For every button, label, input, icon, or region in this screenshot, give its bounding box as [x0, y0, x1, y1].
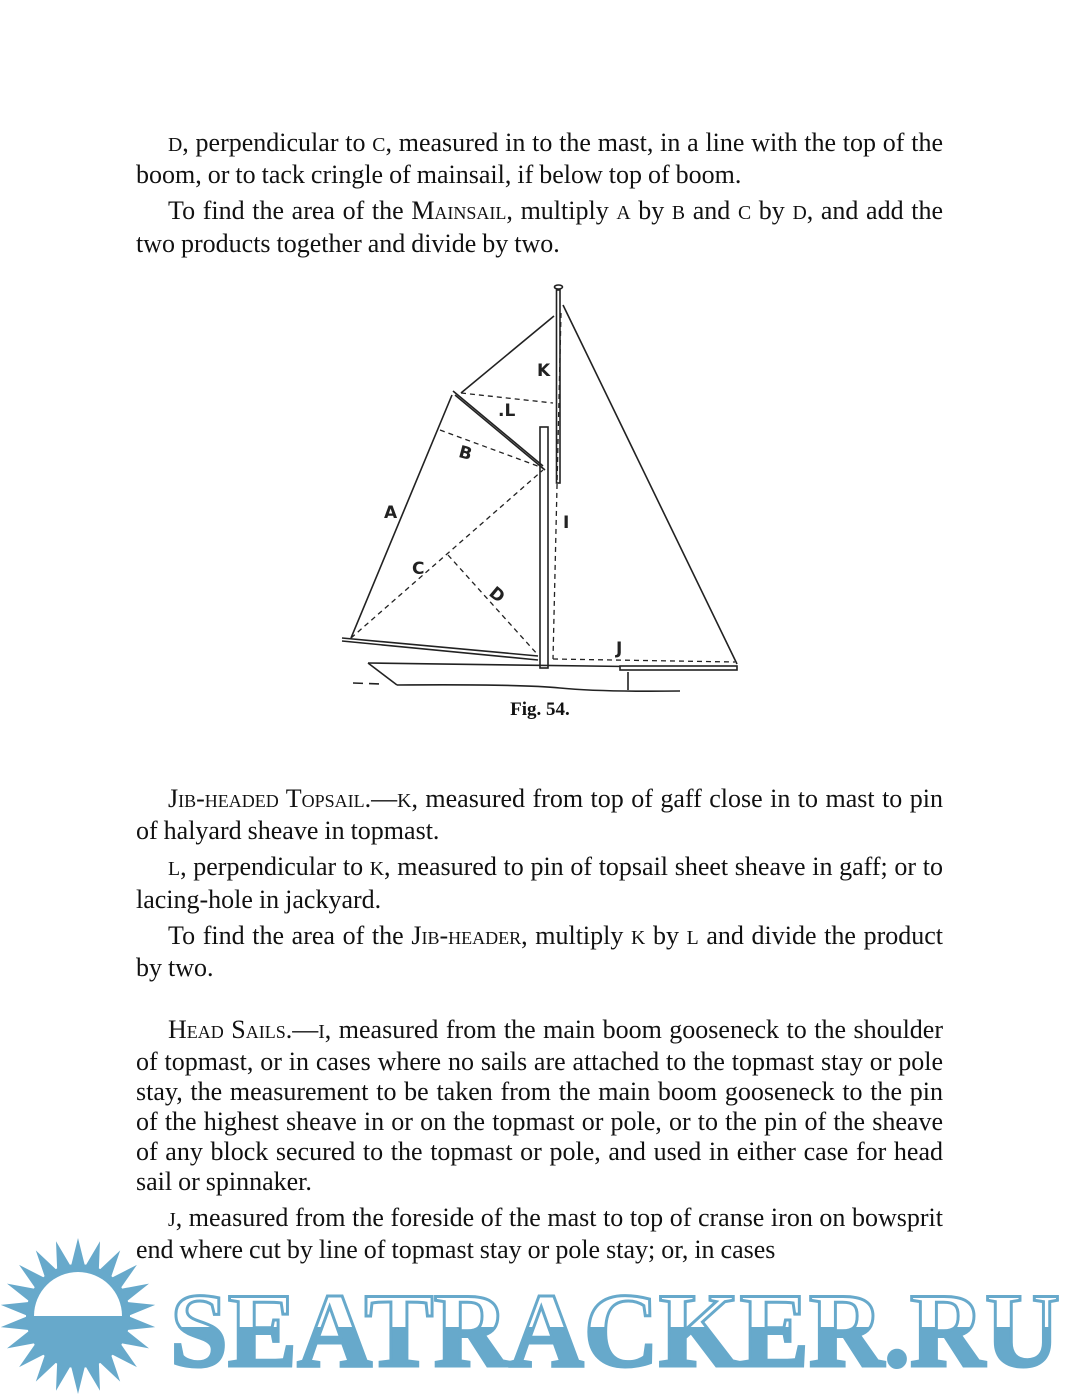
small-caps-term: Mainsail	[411, 196, 507, 226]
text-run: , measured from the main boom gooseneck to the shoulder of topmast, or in cases where no sails are attached to the topmast stay or pole stay, the measurement to be taken from the main boom gooseneck to the pin of the highest sheave in or on the topmast or pole, or to the pin of the sheave of any block secured to the topmast or pole, and used in either case for head sail or spinnaker.	[136, 1015, 944, 1196]
paragraph	[136, 1015, 943, 1197]
figure-caption: Fig. 54.	[510, 699, 570, 720]
small-caps-term: D	[792, 202, 807, 225]
text-run: by	[751, 196, 793, 226]
small-caps-term: C	[737, 202, 752, 225]
small-caps-term: K	[631, 926, 646, 949]
mainsail-luff-a	[351, 395, 452, 638]
paragraph	[136, 128, 943, 191]
text-run: , measured from top of gaff close in to mast to pin of halyard sheave in topmast.	[136, 784, 944, 846]
text-run: , measured in to the mast, in a line with the top of the boom, or to tack cringle of mainsail, if below top of boom.	[136, 128, 943, 190]
mast	[540, 285, 563, 668]
text-run: and divide the product by two.	[136, 920, 944, 983]
label-d: D	[484, 582, 509, 608]
small-caps-term: B	[671, 202, 686, 225]
label-j: J	[616, 639, 623, 659]
text-run: To find the area of the	[168, 196, 412, 226]
text-block-jib-headed-topsail	[136, 784, 943, 989]
paragraph	[136, 921, 943, 984]
text-run: To find the area of the	[168, 920, 412, 950]
text-block-head-sails	[136, 1015, 943, 1270]
label-c: C	[412, 559, 425, 579]
small-caps-term: I	[318, 1021, 325, 1043]
dim-line-c	[351, 470, 543, 638]
jib-stay	[563, 305, 737, 664]
small-caps-term: Jib-headed Topsail	[168, 784, 365, 813]
label-b: B	[456, 442, 475, 465]
text-run: and	[685, 196, 738, 226]
text-run: , and add the two products together and divide by two.	[136, 196, 944, 258]
label-k: K	[537, 361, 551, 381]
text-run: .—	[364, 784, 398, 813]
text-run: , multiply	[521, 920, 632, 950]
small-caps-term: Head Sails	[168, 1015, 286, 1044]
dim-line-j	[553, 659, 735, 662]
small-caps-term: L	[168, 858, 181, 881]
text-run: by	[630, 196, 672, 226]
small-caps-term: Jib-header	[411, 920, 522, 950]
text-run: , measured from the foreside of the mast to top of cranse iron on bowsprit end where cut by line of topmast stay or pole stay; or, in cases	[136, 1202, 943, 1264]
boom	[342, 638, 538, 660]
paragraph	[136, 852, 943, 915]
text-run: , perpendicular to	[182, 128, 373, 157]
text-run: , measured to pin of topsail sheet sheave in gaff; or to lacing-hole in jackyard.	[136, 852, 943, 914]
small-caps-term: L	[686, 926, 699, 949]
paragraph	[136, 196, 943, 259]
figure-sail-plan-diagram	[330, 280, 750, 700]
label-i: I	[563, 513, 570, 533]
text-block-mainsail	[136, 128, 943, 265]
text-run: by	[645, 920, 687, 950]
topsail-leech	[461, 316, 554, 393]
small-caps-term: A	[616, 202, 631, 225]
text-run: , perpendicular to	[180, 852, 370, 882]
text-run: .—	[285, 1015, 319, 1044]
seatracker-watermark-logo	[0, 1236, 1080, 1397]
small-caps-term: J	[168, 1208, 176, 1231]
watermark-text: SEATRACKER.RU	[170, 1272, 1060, 1389]
small-caps-term: K	[397, 790, 412, 812]
text-run: , multiply	[506, 196, 617, 226]
sun-icon	[1, 1238, 155, 1394]
small-caps-term: D	[168, 134, 183, 156]
label-l: .L	[498, 401, 516, 421]
small-caps-term: K	[369, 858, 385, 881]
label-a: A	[384, 503, 398, 523]
dim-line-b	[440, 430, 543, 468]
small-caps-term: C	[372, 134, 386, 156]
paragraph	[136, 784, 943, 847]
